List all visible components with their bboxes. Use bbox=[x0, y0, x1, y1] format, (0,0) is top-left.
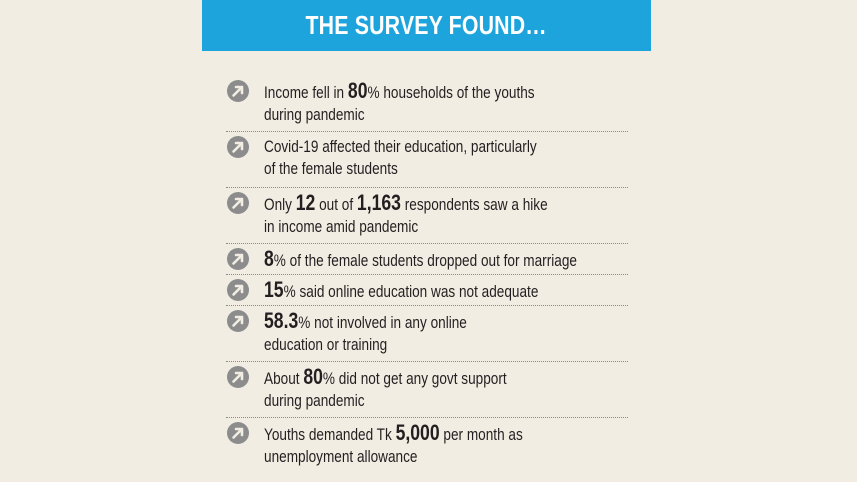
arrow-bullet-icon bbox=[227, 136, 249, 158]
list-item bbox=[226, 132, 628, 188]
header-banner bbox=[202, 0, 651, 51]
arrow-bullet-icon bbox=[227, 192, 249, 214]
arrow-bullet-icon bbox=[227, 248, 249, 270]
list-item bbox=[226, 76, 628, 132]
list-item bbox=[226, 362, 628, 418]
finding-line-2: education or training bbox=[264, 335, 388, 354]
finding-line-1: Only 12 out of 1,163 respondents saw a hike bbox=[264, 190, 548, 215]
arrow-bullet-icon bbox=[227, 422, 249, 444]
findings-list bbox=[226, 76, 628, 474]
arrow-bullet-icon bbox=[227, 80, 249, 102]
finding-line-1: Youths demanded Tk 5,000 per month as bbox=[264, 420, 523, 445]
finding-line-1: 15% said online education was not adequate bbox=[264, 277, 539, 302]
arrow-bullet-icon bbox=[227, 279, 249, 301]
finding-line-1: 8% of the female students dropped out for marriage bbox=[264, 246, 577, 271]
arrow-bullet-icon bbox=[227, 366, 249, 388]
finding-line-2: during pandemic bbox=[264, 105, 365, 124]
finding-line-2: unemployment allowance bbox=[264, 447, 418, 466]
finding-line-1: 58.3% not involved in any online bbox=[264, 308, 467, 333]
finding-line-2: during pandemic bbox=[264, 391, 365, 410]
finding-line-2: of the female students bbox=[264, 159, 398, 178]
finding-line-2: in income amid pandemic bbox=[264, 217, 419, 236]
finding-line-1: Income fell in 80% households of the youths bbox=[264, 78, 535, 103]
finding-line-1: About 80% did not get any govt support bbox=[264, 364, 507, 389]
list-item bbox=[226, 306, 628, 362]
list-item bbox=[226, 244, 628, 275]
page-title: THE SURVEY FOUND… bbox=[305, 10, 548, 40]
list-item bbox=[226, 188, 628, 244]
finding-line-1: Covid-19 affected their education, particularly bbox=[264, 137, 537, 156]
list-item bbox=[226, 418, 628, 474]
list-item bbox=[226, 275, 628, 306]
arrow-bullet-icon bbox=[227, 310, 249, 332]
